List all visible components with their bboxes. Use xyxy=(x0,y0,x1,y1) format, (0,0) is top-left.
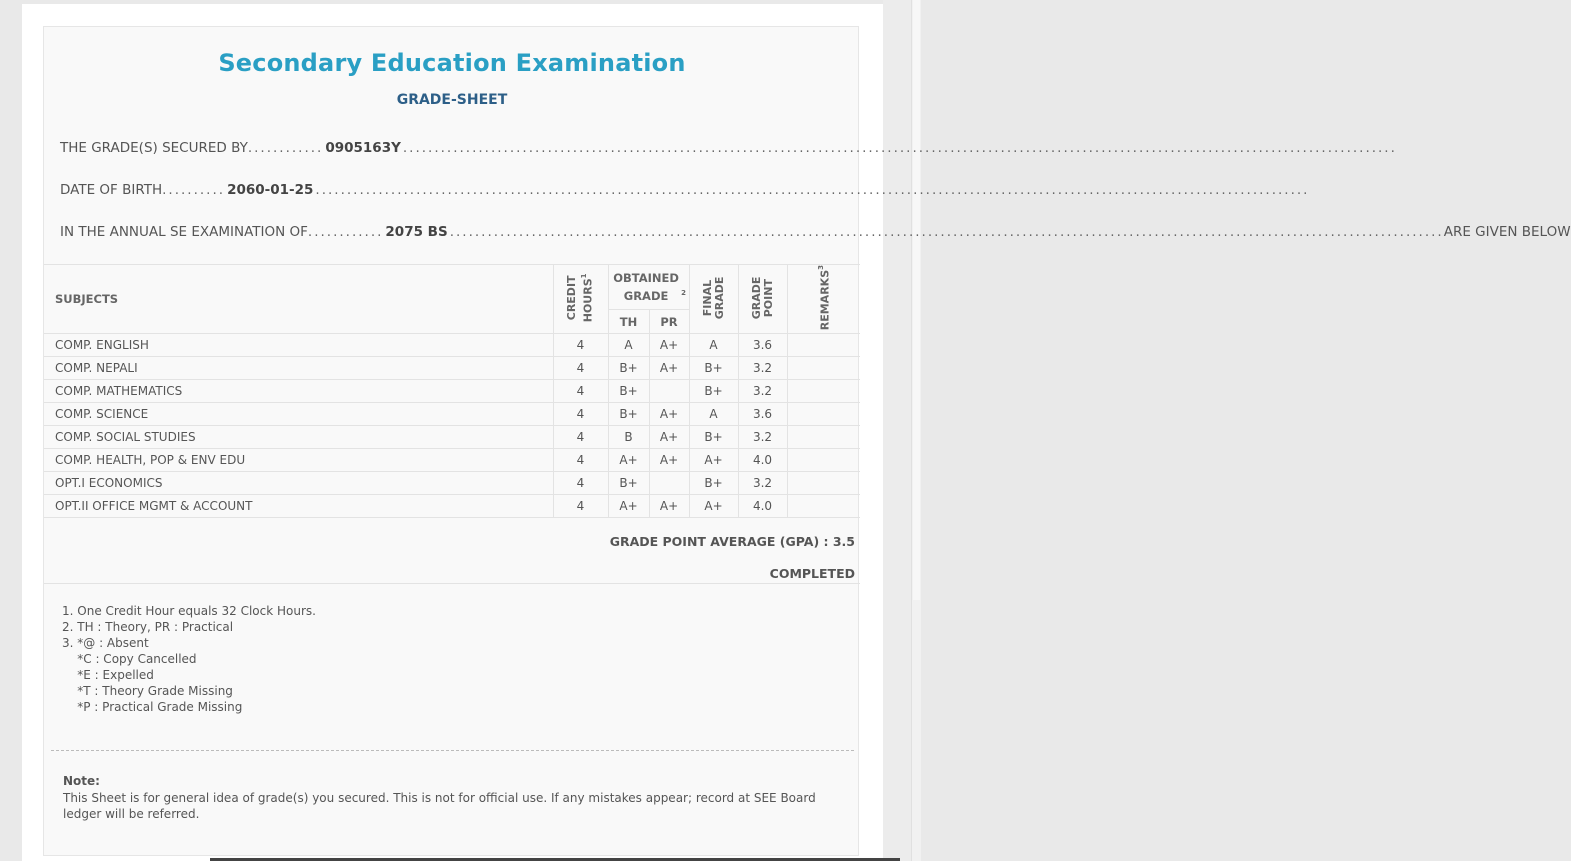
th-grade-cell: B xyxy=(608,426,649,449)
th-grade-cell: A+ xyxy=(608,495,649,518)
header-final-grade: FINAL GRADE xyxy=(689,265,738,334)
table-row xyxy=(44,495,860,518)
dot-leader: .......... xyxy=(162,182,226,198)
remarks-cell xyxy=(787,495,860,518)
footnote-item: *P : Practical Grade Missing xyxy=(62,700,243,714)
grade-sheet xyxy=(43,26,1571,856)
final-grade-cell: A xyxy=(689,403,738,426)
grade-point-cell: 4.0 xyxy=(738,449,787,472)
grade-point-cell: 3.2 xyxy=(738,380,787,403)
th-grade-cell: B+ xyxy=(608,403,649,426)
divider xyxy=(44,583,860,584)
subject-cell: COMP. SOCIAL STUDIES xyxy=(44,426,553,449)
remarks-cell xyxy=(787,403,860,426)
subject-cell: COMP. HEALTH, POP & ENV EDU xyxy=(44,449,553,472)
remarks-cell xyxy=(787,426,860,449)
credit-cell: 4 xyxy=(553,472,608,495)
final-grade-cell: B+ xyxy=(689,380,738,403)
footnote-item: *T : Theory Grade Missing xyxy=(62,684,233,698)
exam-title: Secondary Education Examination xyxy=(218,49,686,77)
symbol-number: 0905163Y xyxy=(325,140,401,156)
grade-point-cell: 3.6 xyxy=(738,334,787,357)
th-grade-cell: B+ xyxy=(608,380,649,403)
pr-grade-cell xyxy=(649,472,689,495)
table-row xyxy=(44,357,860,380)
secured-by-line xyxy=(60,140,1397,160)
pr-grade-cell: A+ xyxy=(649,449,689,472)
pr-grade-cell: A+ xyxy=(649,334,689,357)
header-obtained-grade: OBTAINED GRADE $^2$ xyxy=(608,265,689,310)
subject-cell: OPT.I ECONOMICS xyxy=(44,472,553,495)
pr-grade-cell: A+ xyxy=(649,426,689,449)
remarks-cell xyxy=(787,357,860,380)
result-status: COMPLETED xyxy=(769,566,855,581)
grade-point-cell: 3.2 xyxy=(738,357,787,380)
final-grade-cell: B+ xyxy=(689,426,738,449)
credit-cell: 4 xyxy=(553,426,608,449)
th-grade-cell: B+ xyxy=(608,472,649,495)
subject-cell: COMP. NEPALI xyxy=(44,357,553,380)
credit-cell: 4 xyxy=(553,380,608,403)
credit-cell: 4 xyxy=(553,495,608,518)
header-subjects: SUBJECTS xyxy=(44,265,553,334)
header-grade-point: GRADE POINT xyxy=(738,265,787,334)
scrollbar-thumb[interactable] xyxy=(913,0,920,600)
sheet-subtitle: GRADE-SHEET xyxy=(396,92,508,108)
dot-leader: ............ xyxy=(247,140,324,156)
window-margin xyxy=(883,0,921,861)
th-grade-cell: A+ xyxy=(608,449,649,472)
final-grade-cell: B+ xyxy=(689,357,738,380)
th-grade-cell: B+ xyxy=(608,357,649,380)
table-row xyxy=(44,403,860,426)
final-grade-cell: A xyxy=(689,334,738,357)
footnote-item: 3. *@ : Absent xyxy=(62,636,149,650)
final-grade-cell: B+ xyxy=(689,472,738,495)
header-credit-hours: CREDIT HOURS$^1$ xyxy=(553,265,608,334)
dob-label: DATE OF BIRTH xyxy=(60,182,163,198)
footnote-item: *C : Copy Cancelled xyxy=(62,652,197,666)
dob-value: 2060-01-25 xyxy=(227,182,314,198)
footnote-item: 2. TH : Theory, PR : Practical xyxy=(62,620,234,634)
grade-point-cell: 3.6 xyxy=(738,403,787,426)
pr-grade-cell: A+ xyxy=(649,403,689,426)
exam-year: 2075 BS xyxy=(385,224,448,240)
subject-cell: COMP. MATHEMATICS xyxy=(44,380,553,403)
secured-by-label: THE GRADE(S) SECURED BY xyxy=(60,140,248,156)
grade-point-cell: 4.0 xyxy=(738,495,787,518)
credit-cell: 4 xyxy=(553,403,608,426)
credit-cell: 4 xyxy=(553,357,608,380)
pr-grade-cell xyxy=(649,380,689,403)
th-grade-cell: A xyxy=(608,334,649,357)
footnote-item: *E : Expelled xyxy=(62,668,154,682)
remarks-cell xyxy=(787,380,860,403)
subject-cell: COMP. SCIENCE xyxy=(44,403,553,426)
grade-point-cell: 3.2 xyxy=(738,426,787,449)
gpa-value: GRADE POINT AVERAGE (GPA) : 3.5 xyxy=(609,534,855,549)
note-text: This Sheet is for general idea of grade(s) you secured. This is not for official use. If any mistakes appear; record at SEE Board ledger will be referred. xyxy=(63,791,816,821)
subject-cell: OPT.II OFFICE MGMT & ACCOUNT xyxy=(44,495,553,518)
grade-point-cell: 3.2 xyxy=(738,472,787,495)
dot-leader: .............................................................................................................................................................. xyxy=(402,140,1397,156)
pr-grade-cell: A+ xyxy=(649,357,689,380)
dob-line xyxy=(60,182,1310,202)
remarks-cell xyxy=(787,449,860,472)
final-grade-cell: A+ xyxy=(689,449,738,472)
credit-cell: 4 xyxy=(553,449,608,472)
header-th: TH xyxy=(608,310,649,334)
table-row xyxy=(44,426,860,449)
dot-leader: ............ xyxy=(307,224,384,240)
dot-leader: .............................................................................................................................................................. xyxy=(449,224,1444,240)
exam-tail: ARE GIVEN BELOW xyxy=(1443,224,1571,240)
footnote-item: 1. One Credit Hour equals 32 Clock Hours. xyxy=(62,604,316,618)
credit-cell: 4 xyxy=(553,334,608,357)
table-row xyxy=(44,334,860,357)
subject-cell: COMP. ENGLISH xyxy=(44,334,553,357)
dashed-divider xyxy=(51,750,854,751)
exam-line xyxy=(60,224,1571,244)
table-row xyxy=(44,449,860,472)
note-title: Note: xyxy=(63,774,100,788)
exam-label: IN THE ANNUAL SE EXAMINATION OF xyxy=(60,224,308,240)
pr-grade-cell: A+ xyxy=(649,495,689,518)
dot-leader: .............................................................................................................................................................. xyxy=(315,182,1310,198)
grade-table xyxy=(44,264,860,518)
header-remarks: REMARKS$^3$ xyxy=(787,265,860,334)
table-row xyxy=(44,472,860,495)
header-pr: PR xyxy=(649,310,689,334)
remarks-cell xyxy=(787,472,860,495)
footnotes xyxy=(62,603,316,715)
remarks-cell xyxy=(787,334,860,357)
final-grade-cell: A+ xyxy=(689,495,738,518)
table-row xyxy=(44,380,860,403)
scrollbar[interactable] xyxy=(911,0,921,861)
